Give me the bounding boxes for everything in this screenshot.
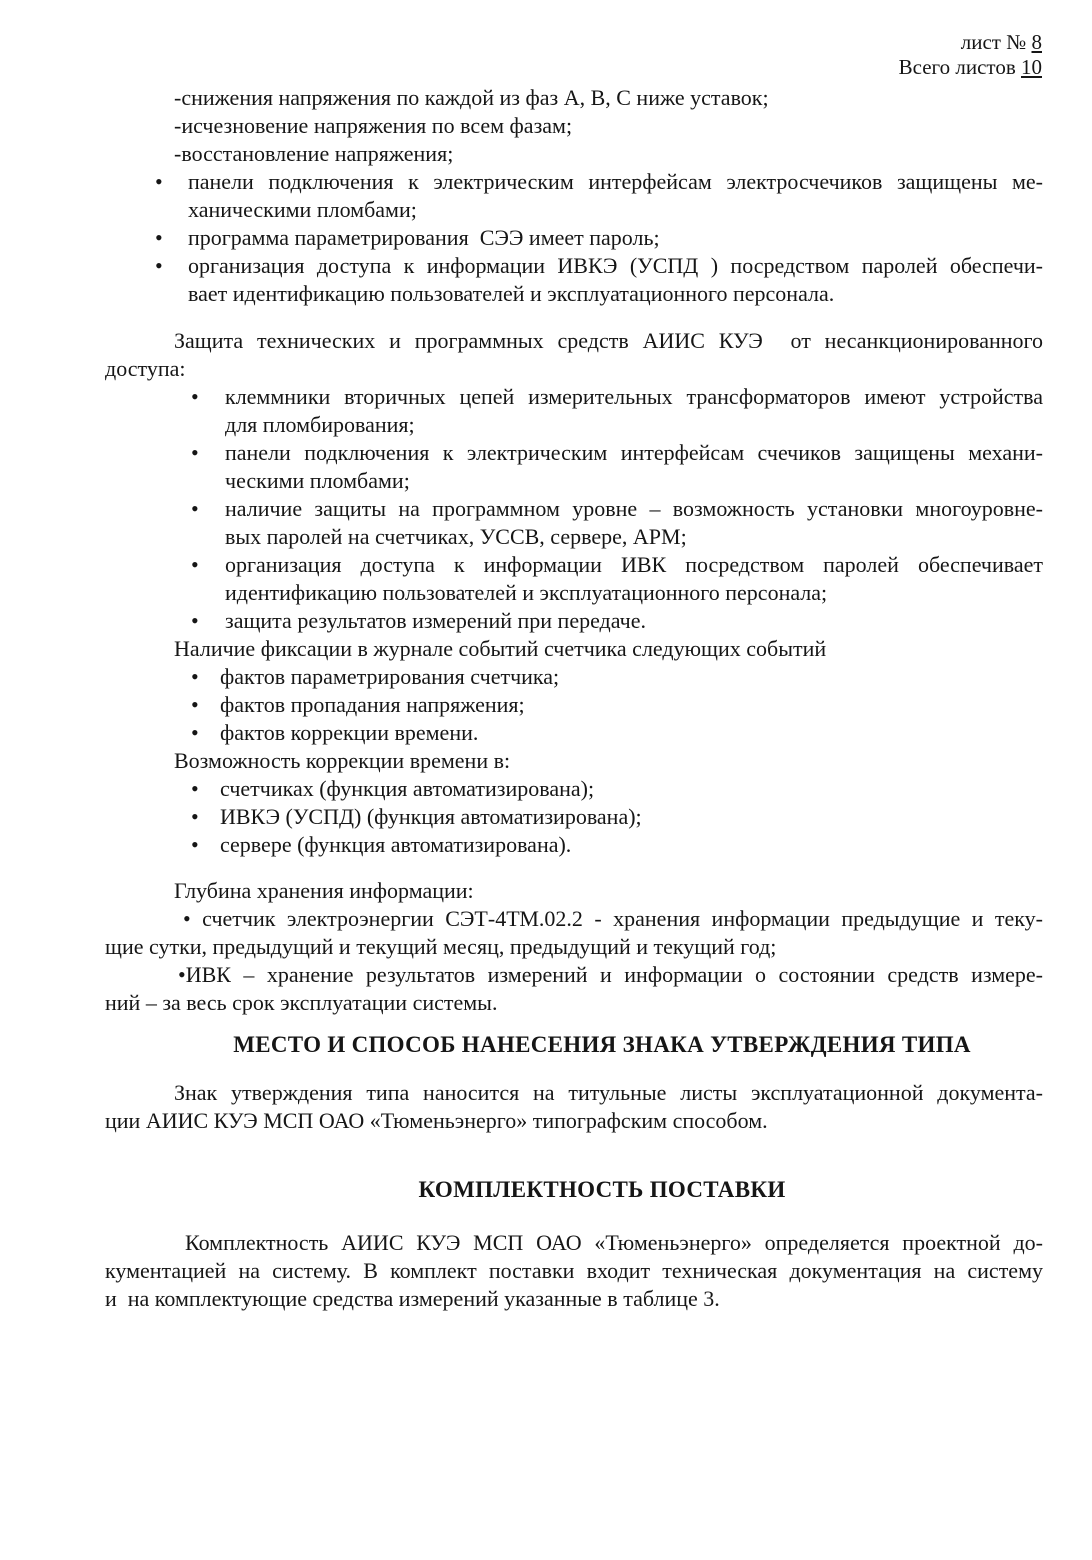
paragraph-line: щие сутки, предыдущий и текущий месяц, предыдущий и текущий год; bbox=[105, 934, 777, 959]
bullet-marker: • bbox=[191, 384, 199, 409]
bullet-item-continuation: для пломбирования; bbox=[225, 412, 415, 437]
bullet-item-line bbox=[105, 551, 1043, 579]
section-voltage-events bbox=[105, 84, 1043, 308]
sheet-label: лист № bbox=[960, 30, 1032, 54]
text-line: защита результатов измерений при передаче. bbox=[225, 608, 646, 633]
section-type-approval bbox=[105, 1031, 1043, 1135]
paragraph-line: и на комплектующие средства измерений указанные в таблице 3. bbox=[105, 1286, 720, 1311]
bullet-item-continuation: ческими пломбами; bbox=[225, 468, 410, 493]
bullet-marker: • bbox=[191, 664, 199, 689]
bullet-item-line bbox=[105, 607, 1043, 635]
bullet-item-continuation: вых паролей на счетчиках, УССВ, сервере, АРМ; bbox=[225, 524, 687, 549]
bullet-item-line bbox=[105, 439, 1043, 467]
section-heading: КОМПЛЕКТНОСТЬ ПОСТАВКИ bbox=[418, 1177, 786, 1202]
dash-item: -восстановление напряжения; bbox=[174, 141, 454, 166]
bullet-item-line bbox=[105, 775, 1043, 803]
section-heading: МЕСТО И СПОСОБ НАНЕСЕНИЯ ЗНАКА УТВЕРЖДЕНИЯ ТИПА bbox=[233, 1032, 971, 1057]
sheet-number: 8 bbox=[1031, 30, 1042, 54]
paragraph-line: Комплектность АИИС КУЭ МСП ОАО «Тюменьэнерго» определяется проектной до- bbox=[185, 1230, 1043, 1255]
dash-item: -исчезновение напряжения по всем фазам; bbox=[174, 113, 573, 138]
bullet-marker: • bbox=[191, 804, 199, 829]
text-line: программа параметрирования СЭЭ имеет пароль; bbox=[188, 225, 660, 250]
total-sheets-label: Всего листов bbox=[898, 55, 1021, 79]
bullet-marker: • bbox=[191, 832, 199, 857]
paragraph-line: Возможность коррекции времени в: bbox=[174, 748, 511, 773]
bullet-marker: • bbox=[191, 440, 199, 465]
text-line: ИВКЭ (УСПД) (функция автоматизирована); bbox=[220, 804, 642, 829]
paragraph-line: Наличие фиксации в журнале событий счетчика следующих событий bbox=[174, 636, 827, 661]
paragraph-line: кументацией на систему. В комплект поставки входит техническая документация на систему bbox=[105, 1258, 1043, 1283]
text-line: клеммники вторичных цепей измерительных трансформаторов имеют устройства bbox=[225, 384, 1043, 409]
bullet-marker: • bbox=[191, 692, 199, 717]
paragraph-line: Знак утверждения типа наносится на титульные листы эксплуатационной документа- bbox=[174, 1080, 1043, 1105]
paragraph-line: •ИВК – хранение результатов измерений и информации о состоянии средств измере- bbox=[178, 962, 1043, 987]
bullet-marker: • bbox=[191, 496, 199, 521]
text-line: панели подключения к электрическим интерфейсам электросчечиков защищены ме- bbox=[188, 169, 1043, 194]
paragraph-line: ции АИИС КУЭ МСП ОАО «Тюменьэнерго» типографским способом. bbox=[105, 1108, 768, 1133]
bullet-item-line bbox=[105, 691, 1043, 719]
sheet-number-line bbox=[899, 30, 1042, 55]
text-line: наличие защиты на программном уровне – возможность установки многоуровне- bbox=[225, 496, 1043, 521]
bullet-marker: • bbox=[155, 253, 163, 278]
text-line: организация доступа к информации ИВКЭ (УСПД ) посредством паролей обеспечи- bbox=[188, 253, 1043, 278]
paragraph-line: доступа: bbox=[105, 356, 186, 381]
bullet-item-line bbox=[105, 663, 1043, 691]
text-line: сервере (функция автоматизирована). bbox=[220, 832, 572, 857]
bullet-item-continuation: вает идентификацию пользователей и эксплуатационного персонала. bbox=[188, 281, 835, 306]
bullet-item-continuation: идентификацию пользователей и эксплуатационного персонала; bbox=[225, 580, 828, 605]
section-storage-depth bbox=[105, 877, 1043, 1017]
text-line: счетчиках (функция автоматизирована); bbox=[220, 776, 595, 801]
bullet-item-line bbox=[105, 803, 1043, 831]
total-sheets-number: 10 bbox=[1021, 55, 1042, 79]
paragraph-line: Защита технических и программных средств АИИС КУЭ от несанкционированного bbox=[174, 328, 1043, 353]
text-line: фактов пропадания напряжения; bbox=[220, 692, 525, 717]
bullet-marker: • bbox=[191, 720, 199, 745]
section-access-protection bbox=[105, 327, 1043, 859]
dash-item: -снижения напряжения по каждой из фаз А, В, С ниже уставок; bbox=[174, 85, 769, 110]
bullet-marker: • bbox=[191, 552, 199, 577]
document-body bbox=[105, 84, 1043, 1313]
bullet-item-continuation: ханическими пломбами; bbox=[188, 197, 417, 222]
bullet-item-line bbox=[105, 383, 1043, 411]
section-delivery-set bbox=[105, 1176, 1043, 1313]
page-header bbox=[899, 30, 1042, 80]
bullet-marker: • bbox=[155, 169, 163, 194]
bullet-item-line bbox=[105, 719, 1043, 747]
bullet-marker: • bbox=[191, 608, 199, 633]
bullet-marker: • bbox=[155, 225, 163, 250]
bullet-item-line bbox=[105, 252, 1043, 280]
bullet-item-line bbox=[105, 495, 1043, 523]
text-line: панели подключения к электрическим интерфейсам счечиков защищены механи- bbox=[225, 440, 1043, 465]
text-line: фактов параметрирования счетчика; bbox=[220, 664, 560, 689]
paragraph-line: ний – за весь срок эксплуатации системы. bbox=[105, 990, 498, 1015]
text-line: организация доступа к информации ИВК посредством паролей обеспечивает bbox=[225, 552, 1043, 577]
paragraph-line: Глубина хранения информации: bbox=[174, 878, 474, 903]
bullet-item-line bbox=[105, 224, 1043, 252]
paragraph-line: • счетчик электроэнергии СЭТ-4ТМ.02.2 - хранения информации предыдущие и теку- bbox=[183, 906, 1043, 931]
bullet-item-line bbox=[105, 168, 1043, 196]
total-sheets-line bbox=[899, 55, 1042, 80]
text-line: фактов коррекции времени. bbox=[220, 720, 479, 745]
bullet-item-line bbox=[105, 831, 1043, 859]
bullet-marker: • bbox=[191, 776, 199, 801]
